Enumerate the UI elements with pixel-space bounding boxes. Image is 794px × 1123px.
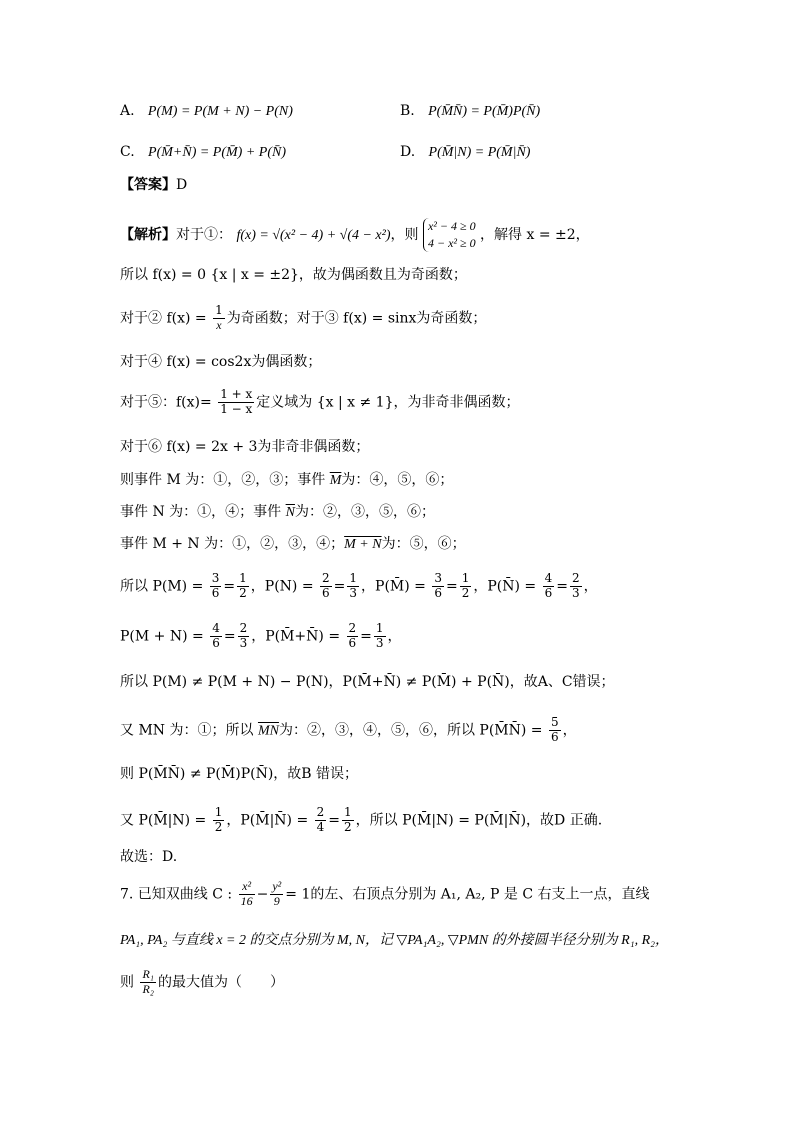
question-7-line-1: 7. 已知双曲线 C : $\frac{\text{x²}}{16}$ − $\frac{\text{y²}}{9}$ = 1的左、右顶点分别为 A₁, A₂, P 是 C 右支上一点，直线 <box>120 879 650 908</box>
fraction: $\frac{1}{2}$ <box>214 805 223 834</box>
analysis-line-11: P(M + N) = $\frac{4}{6}$ = $\frac{2}{3}$ ，P(M̄+N̄) = $\frac{2}{6}$ = $\frac{1}{3}$ ， <box>120 621 402 650</box>
analysis-line-15: 又 P(M̄|N) = $\frac{1}{2}$ ，P(M̄|N̄) = $\frac{2}{4}$ = $\frac{1}{2}$ ，所以 P(M̄|N) = P(M̄|N̄)，故D 正确. <box>120 805 603 834</box>
fraction: $\frac{3}{6}$ <box>211 571 220 600</box>
option-a: A. P(M) = P(M + N) − P(N) <box>120 103 293 119</box>
analysis-line-10: 所以 P(M) = $\frac{3}{6}$ = $\frac{1}{2}$ ，P(N) = $\frac{2}{6}$ = $\frac{1}{3}$ ，P(M̄) = $\frac{3}{6}$ = $\frac{1}{2}$ ，P(N̄) = $\frac{4}{6}$ = $\frac{2}{3}$ ， <box>120 571 598 600</box>
fraction: $\frac{3}{6}$ <box>434 571 442 600</box>
fraction: $\frac{2}{3}$ <box>239 621 248 650</box>
fraction: $\frac{1}{x}$ <box>215 303 223 332</box>
analysis-line-9: 事件 M + N 为：①，②，③，④；M + N为：⑤，⑥； <box>120 536 466 552</box>
question-7-line-2: PA₁, PA₂ 与直线 x = 2 的交点分别为 M, N，记 ▽PA₁A₂, ▽PMN 的外接圆半径分别为 R₁, R₂， <box>120 933 669 948</box>
fraction: $\frac{1}{2}$ <box>344 805 352 834</box>
analysis-line-14: 则 P(M̄N̄) ≠ P(M̄)P(N̄)，故B 错误； <box>120 766 359 782</box>
fraction: $\frac{\text{y²}}{9}$ <box>272 879 282 908</box>
fraction: $\frac{5}{6}$ <box>550 715 559 744</box>
fraction: $\frac{1 + x}{1 - x}$ <box>220 387 253 416</box>
fraction: $\frac{1}{3}$ <box>375 621 384 650</box>
fraction: $\frac{2}{6}$ <box>322 571 330 600</box>
answer-line: 【答案】D <box>120 177 188 193</box>
analysis-line-13: 又 MN 为：①；所以 $\overline{MN}$为：②，③，④，⑤，⑥，所以 P(M̄N̄) = $\frac{5}{6}$ ， <box>120 715 577 744</box>
analysis-line-7: 则事件 M 为：①，②，③；事件 $\overline{M}$为：④，⑤，⑥； <box>120 472 454 488</box>
option-b: B. P(M̄N̄) = P(M̄)P(N̄) <box>400 103 541 119</box>
analysis-line-12: 所以 P(M) ≠ P(M + N) − P(N)，P(M̄+N̄) ≠ P(M̄) + P(N̄)，故A、C错误； <box>120 674 615 690</box>
inequality-system: x² − 4 ≥ 0 4 − x² ≥ 0 <box>423 218 476 252</box>
fraction: $\frac{1}{3}$ <box>349 571 358 600</box>
option-c: C. P(M̄+N̄) = P(M̄) + P(N̄) <box>120 144 287 160</box>
question-7-line-3: 则 $\frac{\text{R₁}}{\text{R₂}}$ 的最大值为（ ） <box>120 967 284 996</box>
fraction: $\frac{2}{4}$ <box>316 805 325 834</box>
fraction: $\frac{2}{3}$ <box>571 571 580 600</box>
fraction: $\frac{\text{R₁}}{\text{R₂}}$ <box>142 967 154 996</box>
analysis-line-5: 对于⑤：f(x)= $\frac{1 + x}{1 - x}$ 定义域为 {x | x ≠ 1}，为非奇非偶函数； <box>120 387 520 416</box>
fraction: $\frac{2}{6}$ <box>348 621 357 650</box>
analysis-line-1: 【解析】对于①： f(x) = √(x² − 4) + √(4 − x²)，则 x² − 4 ≥ 0 4 − x² ≥ 0 ，解得 x = ±2， <box>120 219 590 250</box>
fraction: $\frac{\text{x²}}{16}$ <box>240 879 253 908</box>
option-d: D. P(M̄|N) = P(M̄|N̄) <box>400 144 531 160</box>
analysis-line-2: 所以 f(x) = 0 {x | x = ±2}，故为偶函数且为奇函数； <box>120 267 467 283</box>
fraction: $\frac{1}{2}$ <box>239 571 247 600</box>
fraction: $\frac{4}{6}$ <box>544 571 553 600</box>
analysis-line-6: 对于⑥ f(x) = 2x + 3为非奇非偶函数； <box>120 439 370 455</box>
analysis-line-16: 故选：D. <box>120 849 178 865</box>
fraction: $\frac{4}{6}$ <box>212 621 220 650</box>
analysis-line-4: 对于④ f(x) = cos2x为偶函数； <box>120 354 322 370</box>
fraction: $\frac{1}{2}$ <box>461 571 470 600</box>
analysis-line-3: 对于② f(x) = $\frac{1}{x}$ 为奇函数；对于③ f(x) = sinx为奇函数； <box>120 303 487 332</box>
analysis-line-8: 事件 N 为：①，④；事件 $\overline{N}$为：②，③，⑤，⑥； <box>120 504 435 520</box>
